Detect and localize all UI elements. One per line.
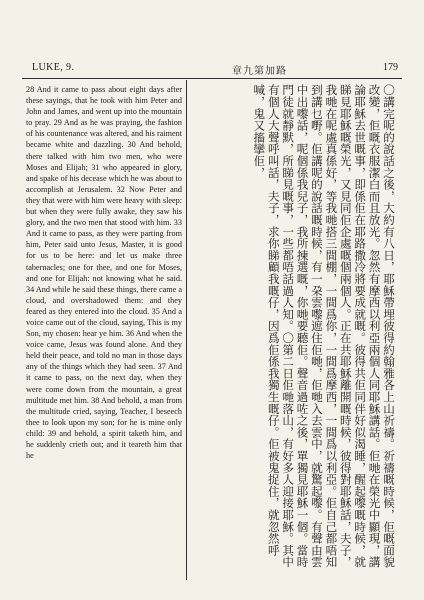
column-divider — [186, 80, 187, 580]
chinese-column: 〇講完呢的說話之後，大約有八日，耶穌帶埋彼得約翰雅各上山祈禱。祈禱嘅時候，佢嘅面貌改變，佢嘅衣服潔白而且放光。忽然有摩西以利亞兩個人同耶穌講話。佢哋在榮光中顯現，講論耶穌去世嘅事，即係佢在耶路撒冷將要成就嘅。彼得共佢同伴好似渴睡，醒起嚟嘅時候，就睇見耶穌嘅榮光，又見同佢企處嘅個兩個人。正在共耶穌離開嘅時候，彼得對耶穌話，夫子，我哋在呢處真係好，等我哋搭三間棚，一間爲你，一間爲摩西，一間爲以利亞。佢自己都唔知到講乜嘢。佢講呢的說話嘅時候，有一朶雲嚟遮住佢哋，佢哋入去雲中，就驚起嚟。有聲由雲中出嚟話，呢個係我兒子，我所揀選嘅，你哋要聽佢。聲音過咗之後，單獨見耶穌一個。當時門徒就靜默，所睇見嘅事，一些都唔話過人知。〇第二日佢哋落山，有好多人迎接耶穌。其中有個人大聲呼叫話，夫子，求你睇顧我嘅仔，因爲佢係我獨生嘅仔。佢被鬼捉住，就忽然呼喊，鬼又搐攣佢， — [252, 84, 396, 568]
page-header — [22, 62, 402, 79]
english-text: 28 And it came to pass about eight days after these sayings, that he took with him Peter and John and James, and went up into the mountain to pray. 29 And as he was praying, the fashion of his countenance was altered, and his raiment became white and dazzling. 30 And behold, there talked with him two men, who were Moses and Elijah; 31 who appeared in glory, and spake of his decease which he was about to accomplish at Jerusalem. 32 Now Peter and they that were with him were heavy with sleep: but when they were fully awake, they saw his glory, and the two men that stood with him. 33 And it came to pass, as they were parting from him, Peter said unto Jesus, Master, it is good for us to be here: and let us make three tabernacles; one for thee, and one for Moses, and one for Elijah: not knowing what he said. 34 And while he said these things, there came a cloud, and overshadowed them: and they feared as they entered into the cloud. 35 And a voice came out of the cloud, saying, This is my Son, my chosen: hear ye him. 36 And when the voice came, Jesus was found alone. And they held their peace, and told no man in those days any of the things which they had seen. 37 And it came to pass, on the next day, when they were come down from the mountain, a great multitude met him. 38 And behold, a man from the multitude cried, saying, Teacher, I beseech thee to look upon my son; for he is mine only child: 39 and behold, a spirit taketh him, and he suddenly crieth out; and it teareth him that he — [26, 85, 182, 461]
chinese-chapter-heading: 章九第加路 — [232, 66, 287, 77]
page-number: 179 — [383, 62, 398, 73]
english-column — [26, 84, 182, 580]
book-chapter-heading: LUKE, 9. — [32, 62, 75, 73]
